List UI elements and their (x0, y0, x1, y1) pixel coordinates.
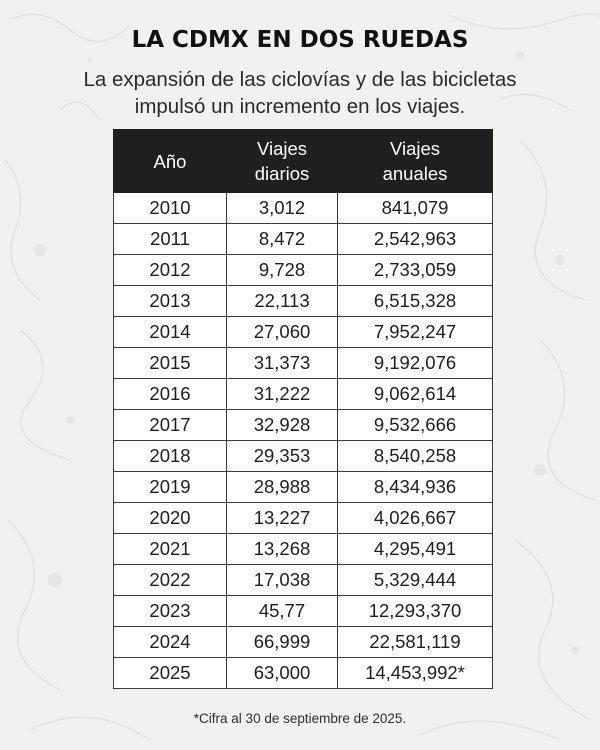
cell-annual-trips: 841,079 (338, 193, 493, 224)
cell-daily-trips: 29,353 (227, 441, 338, 472)
cell-annual-trips: 9,532,666 (338, 410, 493, 441)
table-header (114, 130, 493, 193)
cell-annual-trips: 22,581,119 (338, 627, 493, 658)
header-year-label: Año (153, 150, 187, 172)
table-row (114, 472, 493, 503)
cell-year: 2014 (114, 317, 227, 348)
cell-daily-trips: 32,928 (227, 410, 338, 441)
cell-annual-trips: 2,542,963 (338, 224, 493, 255)
cell-year: 2024 (114, 627, 227, 658)
cell-year: 2018 (114, 441, 227, 472)
table-row (114, 255, 493, 286)
cell-daily-trips: 13,227 (227, 503, 338, 534)
table-row (114, 503, 493, 534)
cell-year: 2023 (114, 596, 227, 627)
table-row (114, 627, 493, 658)
cell-daily-trips: 31,373 (227, 348, 338, 379)
table-row (114, 658, 493, 689)
table-body (114, 193, 493, 689)
table-row (114, 348, 493, 379)
page-subtitle (0, 66, 600, 120)
table-row (114, 286, 493, 317)
header-annual-trips (338, 130, 493, 193)
cell-annual-trips: 5,329,444 (338, 565, 493, 596)
cell-daily-trips: 45,77 (227, 596, 338, 627)
page-title: LA CDMX EN DOS RUEDAS (131, 27, 469, 53)
table-row (114, 193, 493, 224)
table-row (114, 379, 493, 410)
cell-annual-trips: 9,062,614 (338, 379, 493, 410)
header-daily-line-2: diarios (254, 163, 310, 184)
header-annual-line-2: anuales (382, 163, 448, 184)
cell-year: 2015 (114, 348, 227, 379)
cell-daily-trips: 17,038 (227, 565, 338, 596)
table-row (114, 596, 493, 627)
cell-daily-trips: 28,988 (227, 472, 338, 503)
cell-year: 2016 (114, 379, 227, 410)
cell-annual-trips: 9,192,076 (338, 348, 493, 379)
cell-year: 2017 (114, 410, 227, 441)
cell-annual-trips: 6,515,328 (338, 286, 493, 317)
header-row (114, 130, 493, 193)
cell-daily-trips: 3,012 (227, 193, 338, 224)
table-row (114, 565, 493, 596)
cell-year: 2011 (114, 224, 227, 255)
trips-table (113, 129, 493, 689)
header-daily-trips (227, 130, 338, 193)
cell-year: 2022 (114, 565, 227, 596)
cell-annual-trips: 8,540,258 (338, 441, 493, 472)
table-row (114, 410, 493, 441)
cell-year: 2010 (114, 193, 227, 224)
cell-daily-trips: 9,728 (227, 255, 338, 286)
cell-annual-trips: 4,295,491 (338, 534, 493, 565)
cell-year: 2019 (114, 472, 227, 503)
cell-annual-trips: 4,026,667 (338, 503, 493, 534)
trips-table-container (113, 129, 492, 689)
cell-annual-trips: 7,952,247 (338, 317, 493, 348)
subtitle-line-2: impulsó un incremento en los viajes. (134, 95, 466, 118)
cell-daily-trips: 27,060 (227, 317, 338, 348)
footnote: *Cifra al 30 de septiembre de 2025. (193, 711, 407, 726)
cell-daily-trips: 63,000 (227, 658, 338, 689)
cell-daily-trips: 8,472 (227, 224, 338, 255)
cell-annual-trips: 14,453,992* (338, 658, 493, 689)
cell-year: 2012 (114, 255, 227, 286)
cell-daily-trips: 66,999 (227, 627, 338, 658)
cell-annual-trips: 2,733,059 (338, 255, 493, 286)
header-year (114, 130, 227, 193)
cell-annual-trips: 12,293,370 (338, 596, 493, 627)
table-row (114, 441, 493, 472)
cell-daily-trips: 13,268 (227, 534, 338, 565)
subtitle-line-1: La expansión de las ciclovías y de las bicicletas (83, 68, 517, 91)
cell-daily-trips: 22,113 (227, 286, 338, 317)
cell-year: 2021 (114, 534, 227, 565)
cell-year: 2013 (114, 286, 227, 317)
cell-year: 2020 (114, 503, 227, 534)
table-row (114, 224, 493, 255)
header-daily-line-1: Viajes (256, 138, 308, 159)
table-row (114, 317, 493, 348)
cell-year: 2025 (114, 658, 227, 689)
header-annual-line-1: Viajes (389, 138, 441, 159)
cell-annual-trips: 8,434,936 (338, 472, 493, 503)
table-row (114, 534, 493, 565)
cell-daily-trips: 31,222 (227, 379, 338, 410)
